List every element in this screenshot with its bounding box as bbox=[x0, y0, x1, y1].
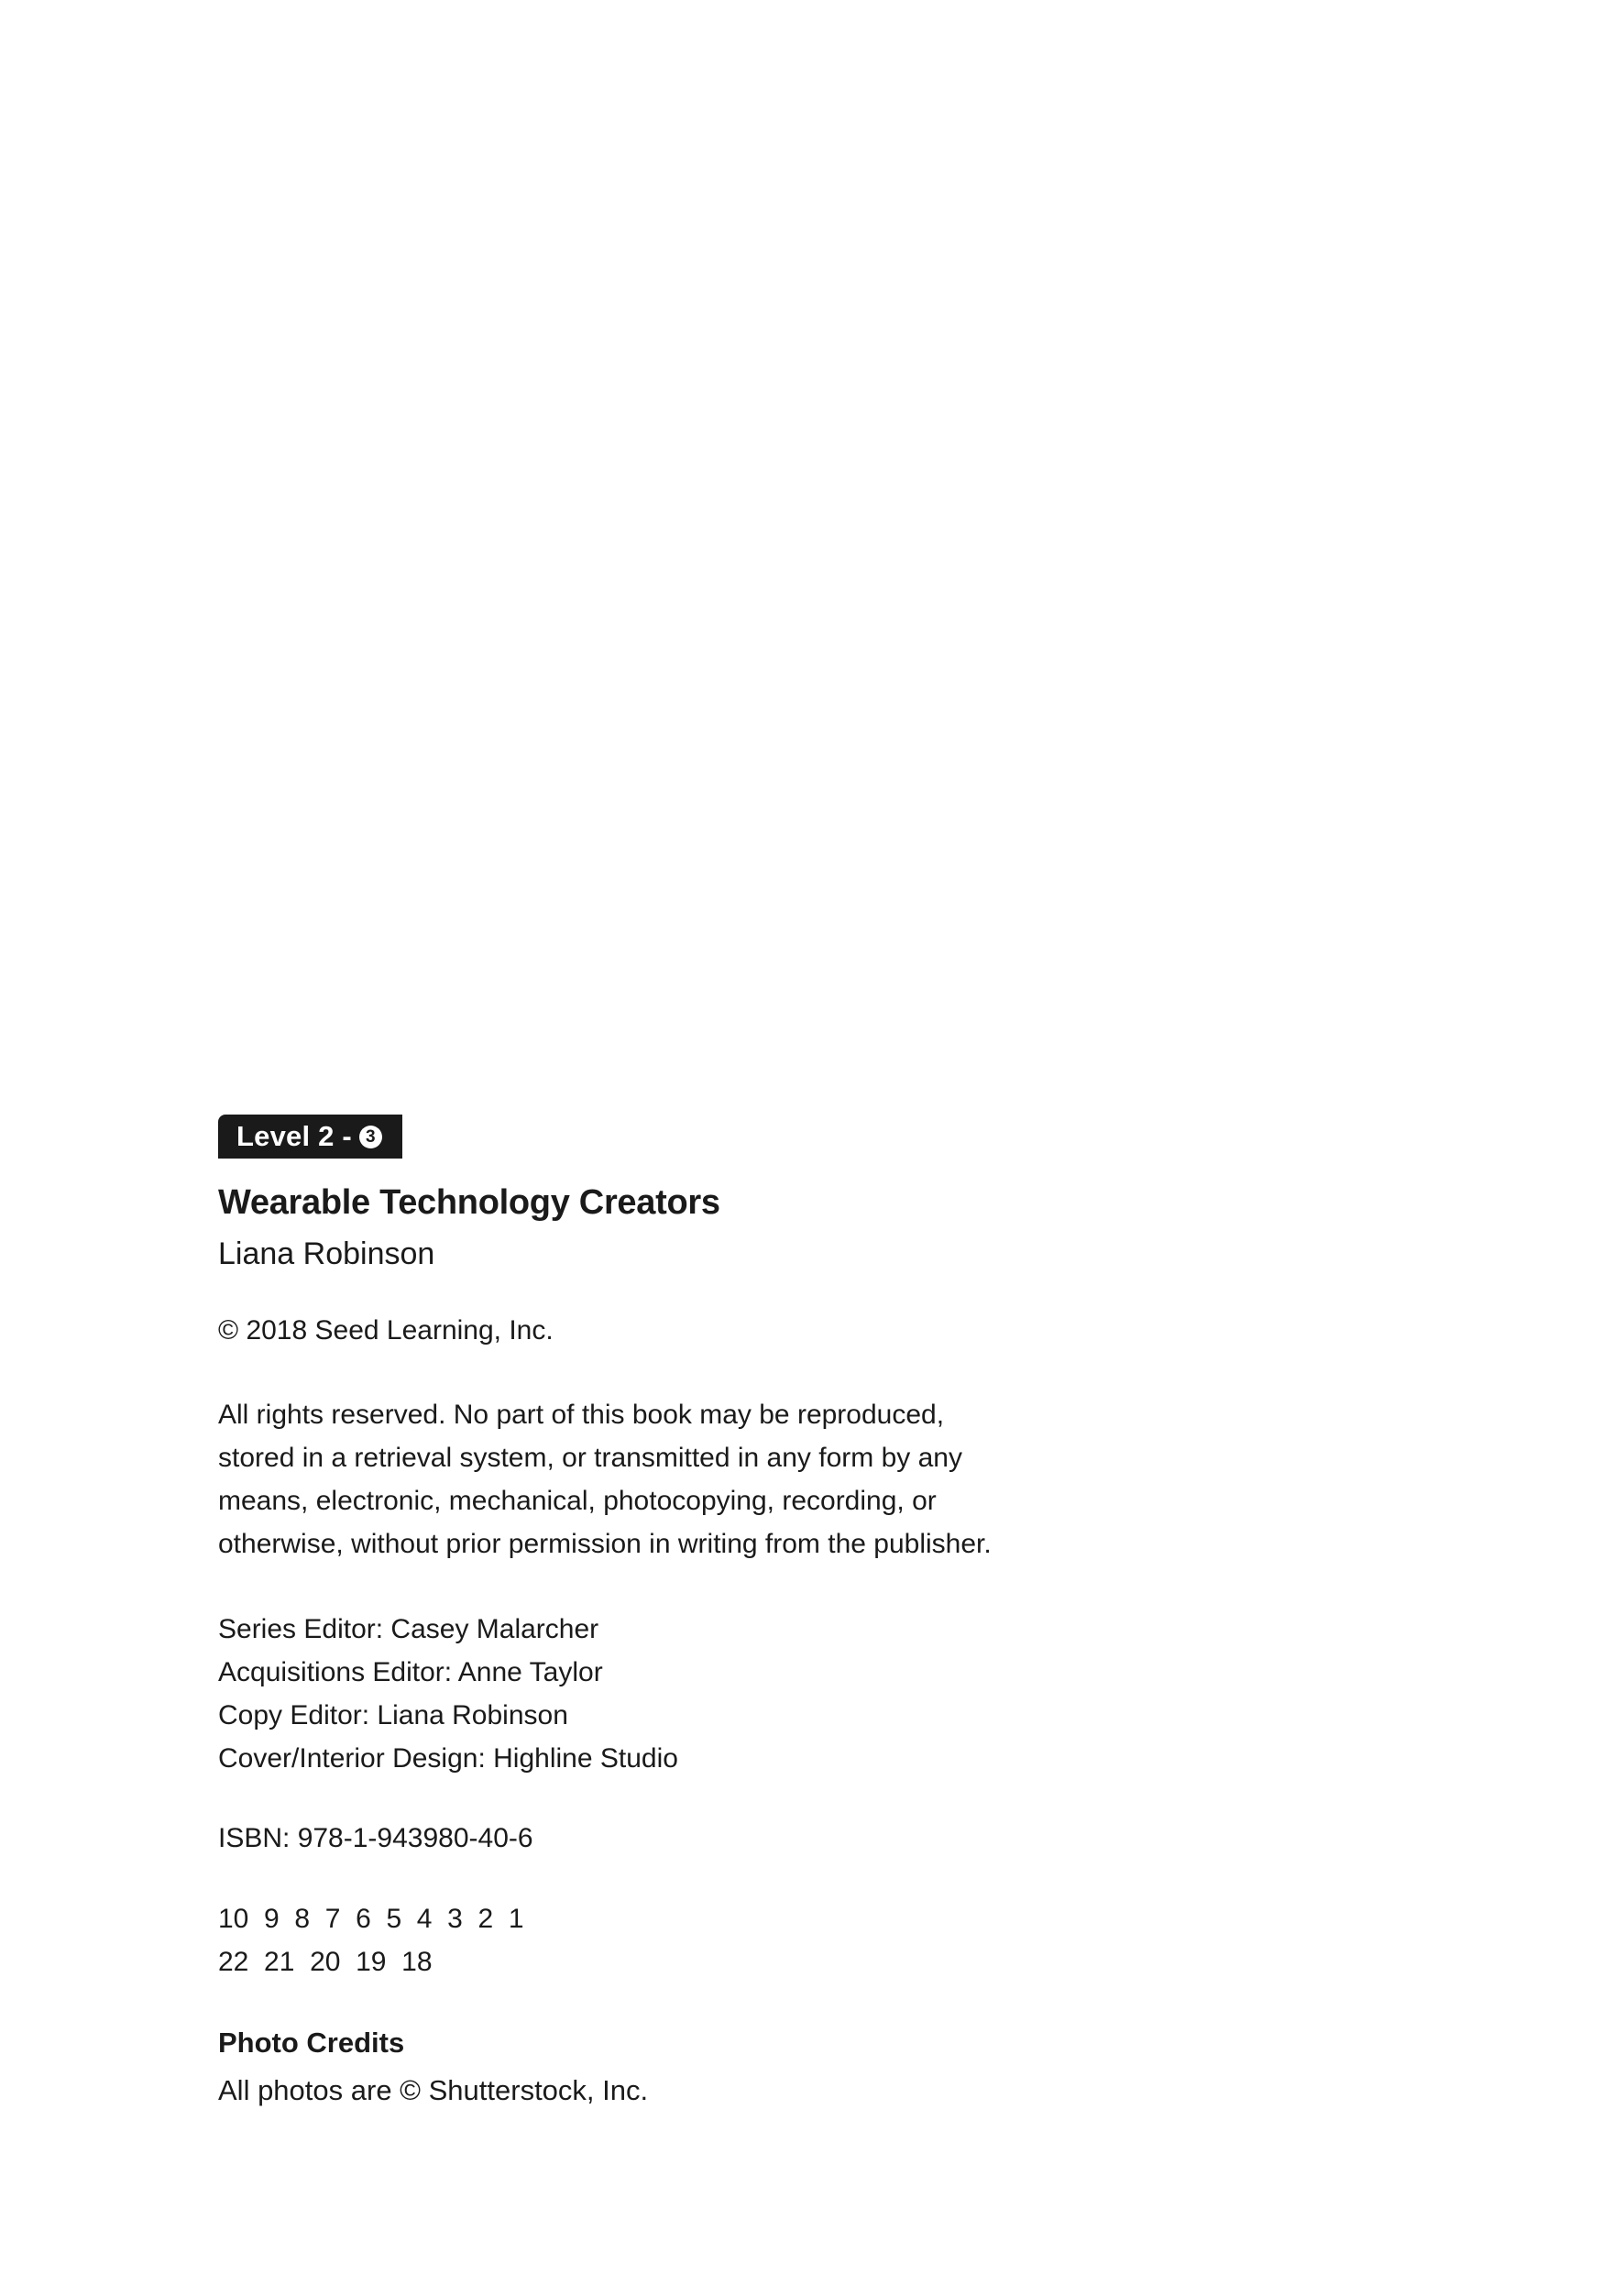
rights-line: stored in a retrieval system, or transmitted in any form by any bbox=[218, 1443, 962, 1474]
design-credit: Cover/Interior Design: Highline Studio bbox=[218, 1743, 678, 1774]
rights-line: All rights reserved. No part of this book may be reproduced, bbox=[218, 1400, 945, 1431]
photo-credits-text: All photos are © Shutterstock, Inc. bbox=[218, 2073, 649, 2106]
book-author: Liana Robinson bbox=[218, 1236, 435, 1271]
rights-line: otherwise, without prior permission in writing from the publisher. bbox=[218, 1529, 992, 1560]
level-badge bbox=[218, 1115, 402, 1159]
copyright-notice: © 2018 Seed Learning, Inc. bbox=[218, 1315, 554, 1346]
copy-editor: Copy Editor: Liana Robinson bbox=[218, 1700, 568, 1731]
print-run-line: 10 9 8 7 6 5 4 3 2 1 bbox=[218, 1904, 524, 1935]
isbn: ISBN: 978-1-943980-40-6 bbox=[218, 1823, 533, 1854]
series-editor: Series Editor: Casey Malarcher bbox=[218, 1614, 599, 1645]
print-year-line: 22 21 20 19 18 bbox=[218, 1947, 433, 1978]
level-badge-label: Level 2 - bbox=[236, 1120, 352, 1152]
printing-numbers bbox=[218, 1897, 1410, 1983]
acquisitions-editor: Acquisitions Editor: Anne Taylor bbox=[218, 1657, 603, 1688]
staff-credits bbox=[218, 1608, 1410, 1780]
level-number-circle-icon: 3 bbox=[359, 1126, 382, 1148]
photo-credits-heading: Photo Credits bbox=[218, 2027, 405, 2060]
rights-statement bbox=[218, 1393, 1098, 1565]
book-title: Wearable Technology Creators bbox=[218, 1183, 720, 1222]
copyright-page-content bbox=[218, 1115, 1410, 2107]
rights-line: means, electronic, mechanical, photocopying, recording, or bbox=[218, 1486, 937, 1517]
